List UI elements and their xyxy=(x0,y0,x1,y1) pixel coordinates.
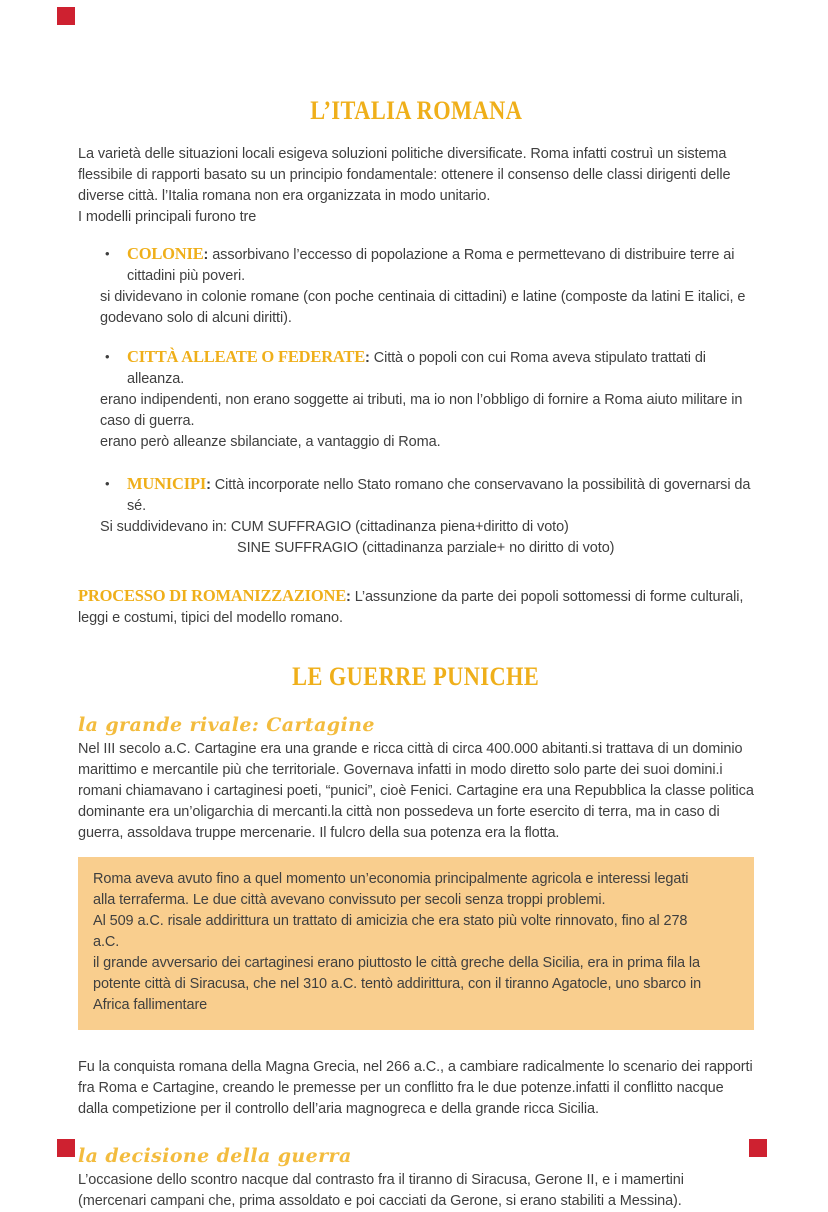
corner-marker-top-left xyxy=(57,7,75,25)
bullet-text: Città o popoli con cui Roma aveva stipulato trattati di alleanza. xyxy=(127,350,706,387)
bullet-dot-icon: • xyxy=(105,246,110,261)
keyword-citta-alleate: CITTÀ ALLEATE O FEDERATE xyxy=(127,347,366,366)
keyword-colon: : xyxy=(206,477,211,493)
subheading-grande-rivale-cartagine: la grande rivale: Cartagine xyxy=(78,714,375,736)
bullet-dot-icon: • xyxy=(105,349,110,364)
processo-text: L’assunzione da parte dei popoli sottomessi di forme culturali, leggi e costumi, tipici del modello romano. xyxy=(78,589,744,626)
colonie-followup: si dividevano in colonie romane (con poche centinaia di cittadini) e latine (composte da latini E italici, e godevano solo di alcuni diritti). xyxy=(100,289,746,326)
keyword-colon: : xyxy=(346,589,351,605)
intro-models-line: I modelli principali furono tre xyxy=(78,209,257,225)
decisione-guerra-paragraph: L’occasione dello scontro nacque dal contrasto fra il tiranno di Siracusa, Gerone II, e i mamertini (mercenari campani che, prima assoldato e poi cacciati da Gerone, si erano stabiliti a Messina). xyxy=(78,1172,684,1209)
municipi-sine-suffragio-line: SINE SUFFRAGIO (cittadinanza parziale+ no diritto di voto) xyxy=(237,540,615,556)
box-line-avversario-siracusa: il grande avversario dei cartaginesi erano piuttosto le città greche della Sicilia, era in prima fila la potente città di Siracusa, che nel 310 a.C. tentò addirittura, con il tiranno Agatocle, uno sbarco in Africa fallimentare xyxy=(93,955,702,1013)
section-title-italia-romana-text: L’ITALIA ROMANA xyxy=(309,96,523,125)
section-title-guerre-puniche xyxy=(78,663,754,691)
bullet-body xyxy=(127,243,754,287)
section-title-italia-romana xyxy=(78,97,754,125)
keyword-processo-romanizzazione: PROCESSO DI ROMANIZZAZIONE xyxy=(78,586,347,605)
cartagine-paragraph: Nel III secolo a.C. Cartagine era una grande e ricca città di circa 400.000 abitanti.si trattava di un dominio marittimo e mercantile più che territoriale. Governava infatti in modo diretto solo parte dei suoi domini.i romani chiamavano i cartaginesi poeti, “punici”, cioè Fenici. Cartagine era una Repubblica la classe politica dominante era un’oligarchia di mercanti.la città non possedeva un forte esercito di terra, ma in caso di guerra, assoldava truppe mercenarie. Il fulcro della sua potenza era la flotta. xyxy=(78,741,754,841)
bullet-text: Città incorporate nello Stato romano che conservavano la possibilità di governarsi da sé. xyxy=(127,477,751,514)
box-line-trattato-amicizia: Al 509 a.C. risale addirittura un trattato di amicizia che era stato più volte rinnovato, fino al 278 a.C. xyxy=(93,913,688,950)
bullet-item-colonie xyxy=(78,243,754,287)
section-title-guerre-puniche-text: LE GUERRE PUNICHE xyxy=(292,662,540,691)
subheading-decisione-della-guerra: la decisione della guerra xyxy=(78,1145,352,1167)
box-line-roma-economia: Roma aveva avuto fino a quel momento un’economia principalmente agricola e interessi legati alla terraferma. Le due città avevano convissuto per secoli senza troppi problemi. xyxy=(93,871,689,908)
keyword-colonie: COLONIE xyxy=(127,244,204,263)
keyword-colon: : xyxy=(203,247,209,263)
highlighted-note-box xyxy=(78,857,754,1030)
bullet-dot-icon: • xyxy=(105,476,110,491)
page-content xyxy=(78,0,754,1212)
alleate-followup-1: erano indipendenti, non erano soggette ai tributi, ma io non l’obbligo di fornire a Roma aiuto militare in caso di guerra. xyxy=(100,392,743,429)
intro-paragraph: La varietà delle situazioni locali esigeva soluzioni politiche diversificate. Roma infatti costruì un sistema flessibile di rapporti basato su un principio fondamentale: ottenere il consenso delle classi dirigenti delle diverse città. l’Italia romana non era organizzata in modo unitario. xyxy=(78,146,731,204)
alleate-followup-2: erano però alleanze sbilanciate, a vantaggio di Roma. xyxy=(100,434,441,450)
magna-grecia-paragraph: Fu la conquista romana della Magna Grecia, nel 266 a.C., a cambiare radicalmente lo scenario dei rapporti fra Roma e Cartagine, creando le premesse per un conflitto fra le due potenze.infatti il conflitto nacque dalla competizione per il controllo dell’aria magnogreca e della grande ricca Sicilia. xyxy=(78,1059,753,1117)
bullet-item-municipi xyxy=(78,473,754,517)
bullet-body xyxy=(127,346,754,390)
corner-marker-bottom-left xyxy=(57,1139,75,1157)
processo-romanizzazione-paragraph xyxy=(78,585,754,629)
bullet-item-citta-alleate xyxy=(78,346,754,390)
bullet-body xyxy=(127,473,754,517)
keyword-colon: : xyxy=(365,350,370,366)
municipi-cum-suffragio-line: Si suddividevano in: CUM SUFFRAGIO (cittadinanza piena+diritto di voto) xyxy=(100,519,569,535)
keyword-municipi: MUNICIPI xyxy=(127,474,207,493)
bullet-text: assorbivano l’eccesso di popolazione a Roma e permettevano di distribuire terre ai cittadini più poveri. xyxy=(127,247,735,284)
